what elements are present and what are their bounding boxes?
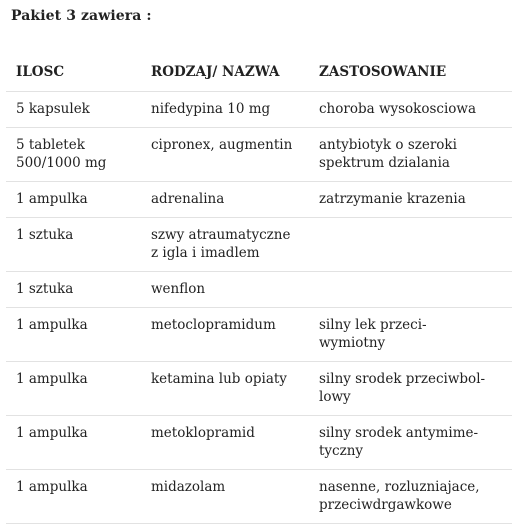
table-row	[6, 416, 512, 470]
page-heading: Pakiet 3 zawiera :	[11, 8, 152, 24]
package-contents-table	[6, 55, 512, 524]
cell-quantity: 1 sztuka	[6, 218, 141, 272]
table-row	[6, 218, 512, 272]
cell-quantity: 1 ampulka	[6, 416, 141, 470]
header-quantity: ILOSC	[6, 55, 141, 92]
cell-usage: antybiotyk o szeroki spektrum dzialania	[309, 128, 512, 182]
cell-type-name: nifedypina 10 mg	[141, 92, 309, 128]
cell-usage	[309, 272, 512, 308]
cell-type-name: szwy atraumatyczne z igla i imadlem	[141, 218, 309, 272]
table-header-row	[6, 55, 512, 92]
table-row	[6, 182, 512, 218]
cell-type-name: metoclopramidum	[141, 308, 309, 362]
cell-quantity: 1 ampulka	[6, 182, 141, 218]
table-row	[6, 272, 512, 308]
cell-quantity: 1 ampulka	[6, 362, 141, 416]
cell-usage: nasenne, rozluzniajace, przeciwdrgawkowe	[309, 470, 512, 524]
table-row	[6, 128, 512, 182]
cell-usage	[309, 218, 512, 272]
cell-type-name: midazolam	[141, 470, 309, 524]
table-body	[6, 92, 512, 524]
cell-usage: choroba wysokosciowa	[309, 92, 512, 128]
header-usage: ZASTOSOWANIE	[309, 55, 512, 92]
header-type-name: RODZAJ/ NAZWA	[141, 55, 309, 92]
table-row	[6, 308, 512, 362]
cell-quantity: 1 ampulka	[6, 470, 141, 524]
cell-quantity: 1 ampulka	[6, 308, 141, 362]
table-row	[6, 362, 512, 416]
cell-usage: silny srodek antymime- tyczny	[309, 416, 512, 470]
table-row	[6, 470, 512, 524]
cell-usage: silny srodek przeciwbol- lowy	[309, 362, 512, 416]
cell-usage: zatrzymanie krazenia	[309, 182, 512, 218]
cell-type-name: adrenalina	[141, 182, 309, 218]
cell-quantity: 5 tabletek 500/1000 mg	[6, 128, 141, 182]
cell-type-name: ketamina lub opiaty	[141, 362, 309, 416]
cell-type-name: cipronex, augmentin	[141, 128, 309, 182]
cell-type-name: metoklopramid	[141, 416, 309, 470]
cell-quantity: 5 kapsulek	[6, 92, 141, 128]
cell-type-name: wenflon	[141, 272, 309, 308]
cell-usage: silny lek przeci- wymiotny	[309, 308, 512, 362]
cell-quantity: 1 sztuka	[6, 272, 141, 308]
table-row	[6, 92, 512, 128]
